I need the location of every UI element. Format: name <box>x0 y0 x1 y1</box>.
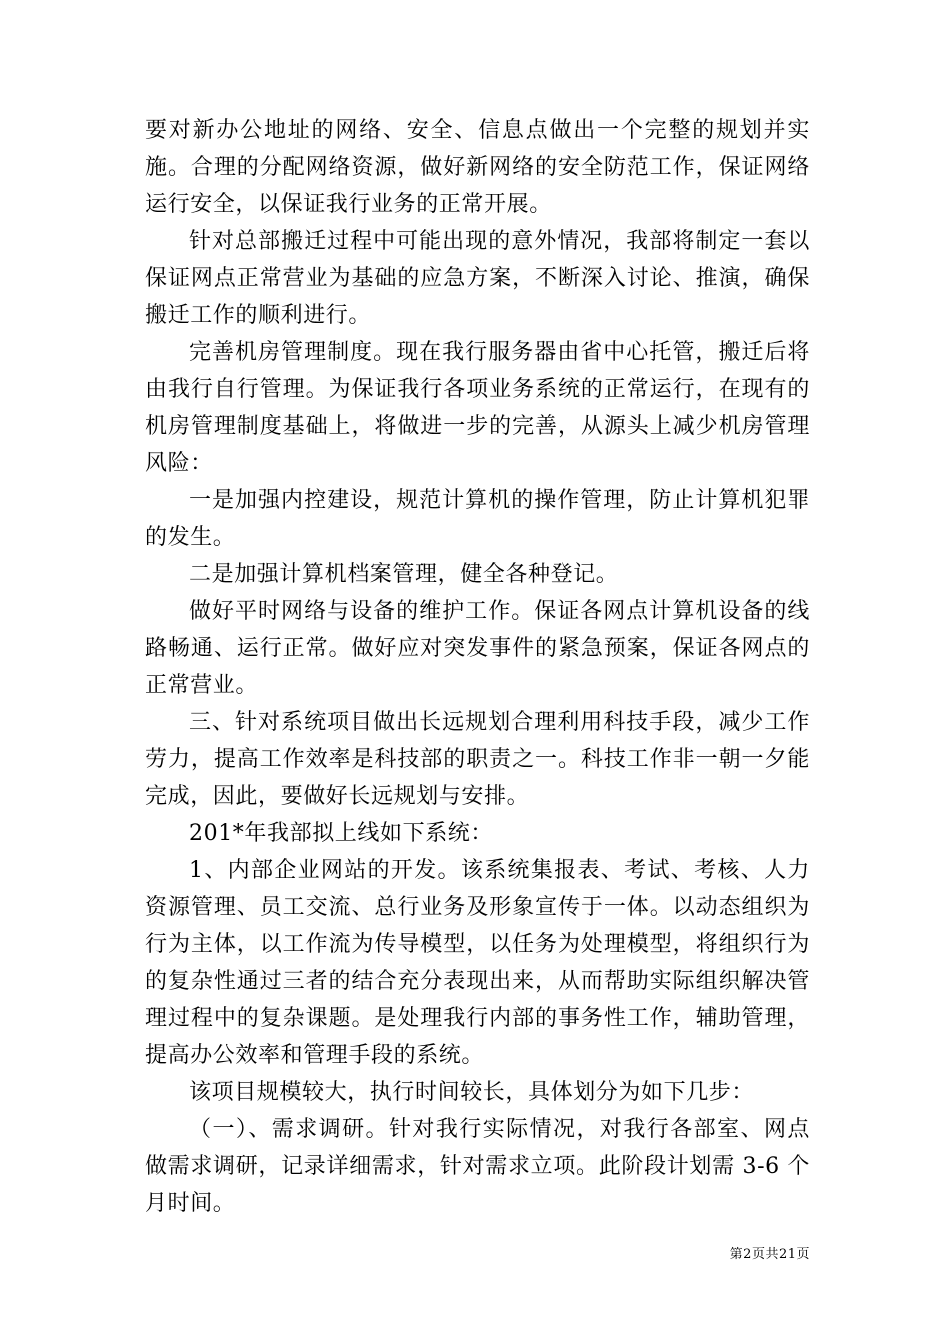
paragraph: 该项目规模较大，执行时间较长，具体划分为如下几步： <box>189 1080 755 1105</box>
paragraph: 针对总部搬迁过程中可能出现的意外情况，我部将制定一套以保证网点正常营业为基础的应急方案，不断深入讨论、推演，确保搬迁工作的顺利进行。 <box>145 229 810 328</box>
paragraph: 二是加强计算机档案管理，健全各种登记。 <box>189 562 619 587</box>
paragraph: 一是加强内控建设，规范计算机的操作管理，防止计算机犯罪的发生。 <box>145 488 810 550</box>
paragraph: 做好平时网络与设备的维护工作。保证各网点计算机设备的线路畅通、运行正常。做好应对突发事件的紧急预案，保证各网点的正常营业。 <box>145 599 810 698</box>
paragraph: 201*年我部拟上线如下系统： <box>189 821 493 846</box>
paragraph: 1、内部企业网站的开发。该系统集报表、考试、考核、人力资源管理、员工交流、总行业务及形象宣传于一体。以动态组织为行为主体，以工作流为传导模型，以任务为处理模型，将组织行为的复杂性通过三者的结合充分表现出来，从而帮助实际组织解决管理过程中的复杂课题。是处理我行内部的事务性工作，辅助管理，提高办公效率和管理手段的系统。 <box>145 858 810 1068</box>
document-body <box>145 112 810 1222</box>
paragraph: 三、针对系统项目做出长远规划合理利用科技手段，减少工作劳力，提高工作效率是科技部的职责之一。科技工作非一朝一夕能完成，因此，要做好长远规划与安排。 <box>145 710 810 809</box>
page-number-footer: 第2页共21页 <box>729 1247 810 1262</box>
paragraph: （一）、需求调研。针对我行实际情况，对我行各部室、网点做需求调研，记录详细需求，针对需求立项。此阶段计划需 3-6 个月时间。 <box>145 1117 810 1216</box>
paragraph: 要对新办公地址的网络、安全、信息点做出一个完整的规划并实施。合理的分配网络资源，做好新网络的安全防范工作，保证网络运行安全，以保证我行业务的正常开展。 <box>145 118 810 217</box>
paragraph: 完善机房管理制度。现在我行服务器由省中心托管，搬迁后将由我行自行管理。为保证我行各项业务系统的正常运行，在现有的机房管理制度基础上，将做进一步的完善，从源头上减少机房管理风险： <box>145 340 810 476</box>
